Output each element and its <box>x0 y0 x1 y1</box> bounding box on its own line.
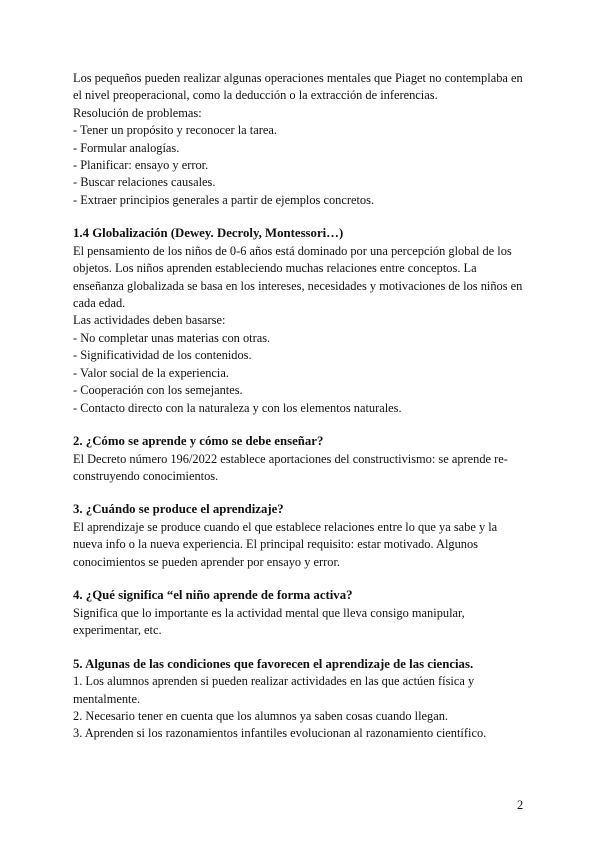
list-item: - Formular analogías. <box>73 140 180 155</box>
list-item: 2. Necesario tener en cuenta que los alumnos ya saben cosas cuando llegan. <box>73 708 449 723</box>
section-heading: 2. ¿Cómo se aprende y cómo se debe enseñar? <box>73 433 324 448</box>
list-item: - No completar unas materias con otras. <box>73 330 271 345</box>
list-item: - Contacto directo con la naturaleza y con los elementos naturales. <box>73 400 402 415</box>
section-heading: 4. ¿Qué significa “el niño aprende de forma activa? <box>73 588 353 603</box>
document-page <box>73 70 528 743</box>
section-heading: 3. ¿Cuándo se produce el aprendizaje? <box>73 502 284 517</box>
list-item: - Valor social de la experiencia. <box>73 365 229 380</box>
list-item: - Buscar relaciones causales. <box>73 175 216 190</box>
intro-paragraph: Los pequeños pueden realizar algunas operaciones mentales que Piaget no contemplaba en el nivel preoperacional, como la deducción o la extracción de inferencias. <box>73 71 523 103</box>
list-item: - Planificar: ensayo y error. <box>73 158 209 173</box>
list-item: - Tener un propósito y reconocer la tarea. <box>73 123 277 138</box>
section-5 <box>73 656 528 743</box>
section-paragraph: Significa que lo importante es la actividad mental que lleva consigo manipular, experimentar, etc. <box>73 605 465 638</box>
section-subtitle: Las actividades deben basarse: <box>73 313 226 328</box>
section-paragraph: El Decreto número 196/2022 establece aportaciones del constructivismo: se aprende re-construyendo conocimientos. <box>73 451 508 483</box>
intro-block <box>73 70 528 209</box>
section-heading: 5. Algunas de las condiciones que favorecen el aprendizaje de las ciencias. <box>73 656 474 671</box>
list-item: 1. Los alumnos aprenden si pueden realizar actividades en las que actúen física y mentalmente. <box>73 674 475 706</box>
intro-subtitle: Resolución de problemas: <box>73 105 202 120</box>
section-heading: 1.4 Globalización (Dewey. Decroly, Montessori…) <box>73 226 344 241</box>
section-paragraph: El pensamiento de los niños de 0-6 años está dominado por una percepción global de los objetos. Los niños aprenden estableciendo muchas relaciones entre conceptos. La enseñanza globalizada se basa en los intereses, necesidades y motivaciones de los niños en cada edad. <box>73 243 523 311</box>
section-1-4 <box>73 225 528 417</box>
section-3 <box>73 501 528 571</box>
section-4 <box>73 587 528 639</box>
list-item: - Significatividad de los contenidos. <box>73 348 252 363</box>
list-item: 3. Aprenden si los razonamientos infantiles evolucionan al razonamiento científico. <box>73 726 487 741</box>
list-item: - Extraer principios generales a partir de ejemplos concretos. <box>73 192 375 207</box>
section-2 <box>73 433 528 485</box>
page-number: 2 <box>517 798 524 812</box>
section-paragraph: El aprendizaje se produce cuando el que establece relaciones entre lo que ya sabe y la nueva info o la nueva experiencia. El principal requisito: estar motivado. Algunos conocimientos se pueden aprender por ensayo y error. <box>73 519 498 569</box>
list-item: - Cooperación con los semejantes. <box>73 383 243 398</box>
